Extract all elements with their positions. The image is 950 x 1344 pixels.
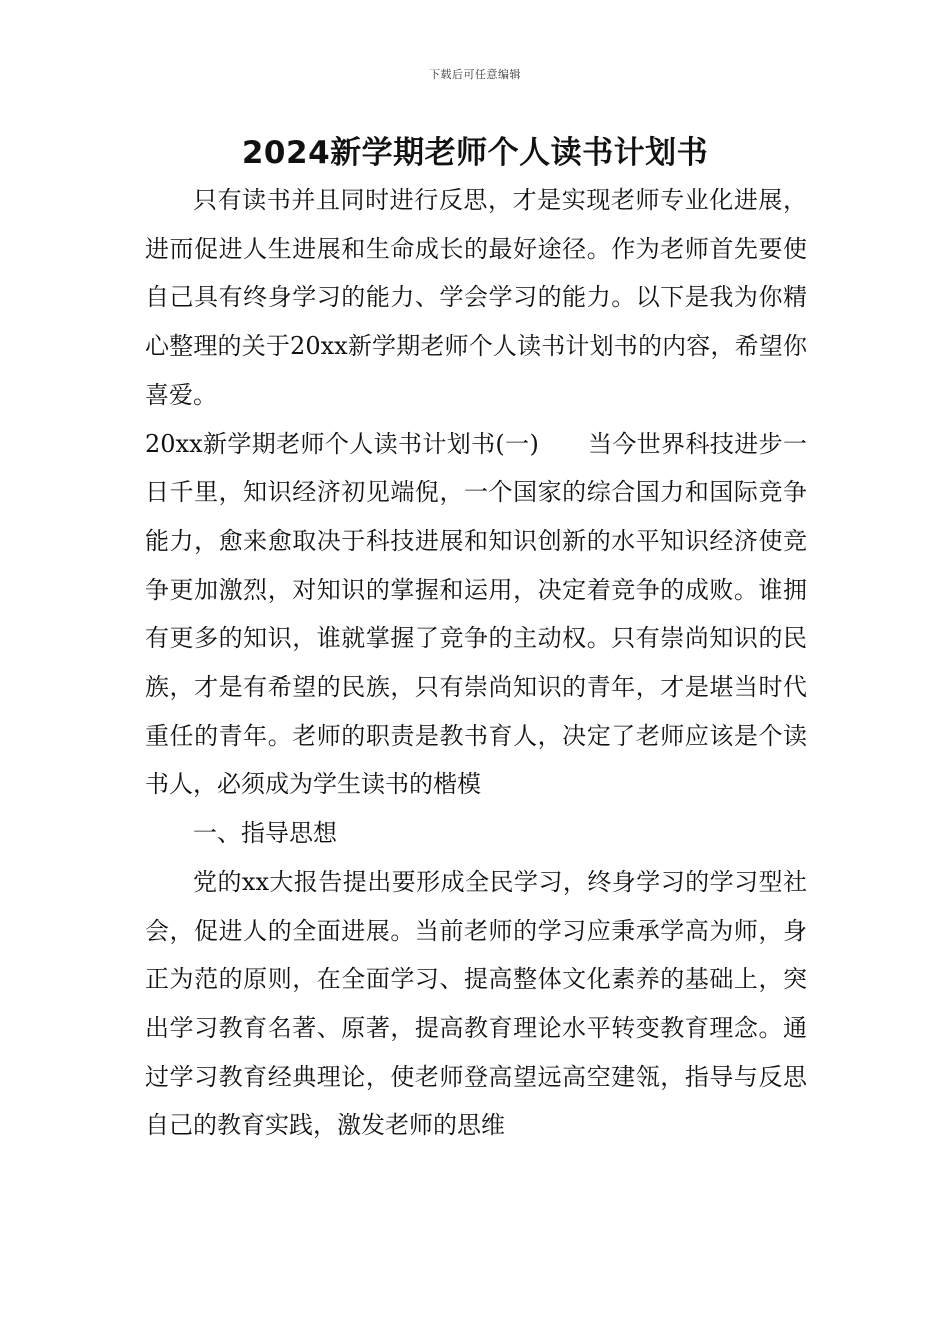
header-note: 下载后可任意编辑: [429, 68, 521, 81]
heading-guiding-ideology: 一、指导思想: [193, 819, 337, 848]
paragraph-section-one: 20xx新学期老师个人读书计划书(一) 当今世界科技进步一日千里，知识经济初见端倪，一个国家的综合国力和国际竞争能力，愈来愈取决于科技进展和知识创新的水平知识经济使竞争更加激烈，对知识的掌握和运用，决定着竞争的成败。谁拥有更多的知识，谁就掌握了竞争的主动权。只有崇尚知识的民族，才是有希望的民族，只有崇尚知识的青年，才是堪当时代重任的青年。老师的职责是教书育人，决定了老师应该是个读书人，必须成为学生读书的楷模: [145, 429, 807, 799]
document-body: [145, 176, 807, 1150]
page-title: 2024新学期老师个人读书计划书: [241, 135, 709, 171]
paragraph-guiding-ideology: 党的xx大报告提出要形成全民学习，终身学习的学习型社会，促进人的全面进展。当前老师的学习应秉承学高为师，身正为范的原则，在全面学习、提高整体文化素养的基础上，突出学习教育名著、原著，提高教育理论水平转变教育理念。通过学习教育经典理论，使老师登高望远高空建瓴，指导与反思自己的教育实践，激发老师的思维: [145, 867, 807, 1140]
paragraph-intro: 只有读书并且同时进行反思，才是实现老师专业化进展，进而促进人生进展和生命成长的最好途径。作为老师首先要使自己具有终身学习的能力、学会学习的能力。以下是我为你精心整理的关于20xx新学期老师个人读书计划书的内容，希望你喜爱。: [145, 186, 807, 409]
